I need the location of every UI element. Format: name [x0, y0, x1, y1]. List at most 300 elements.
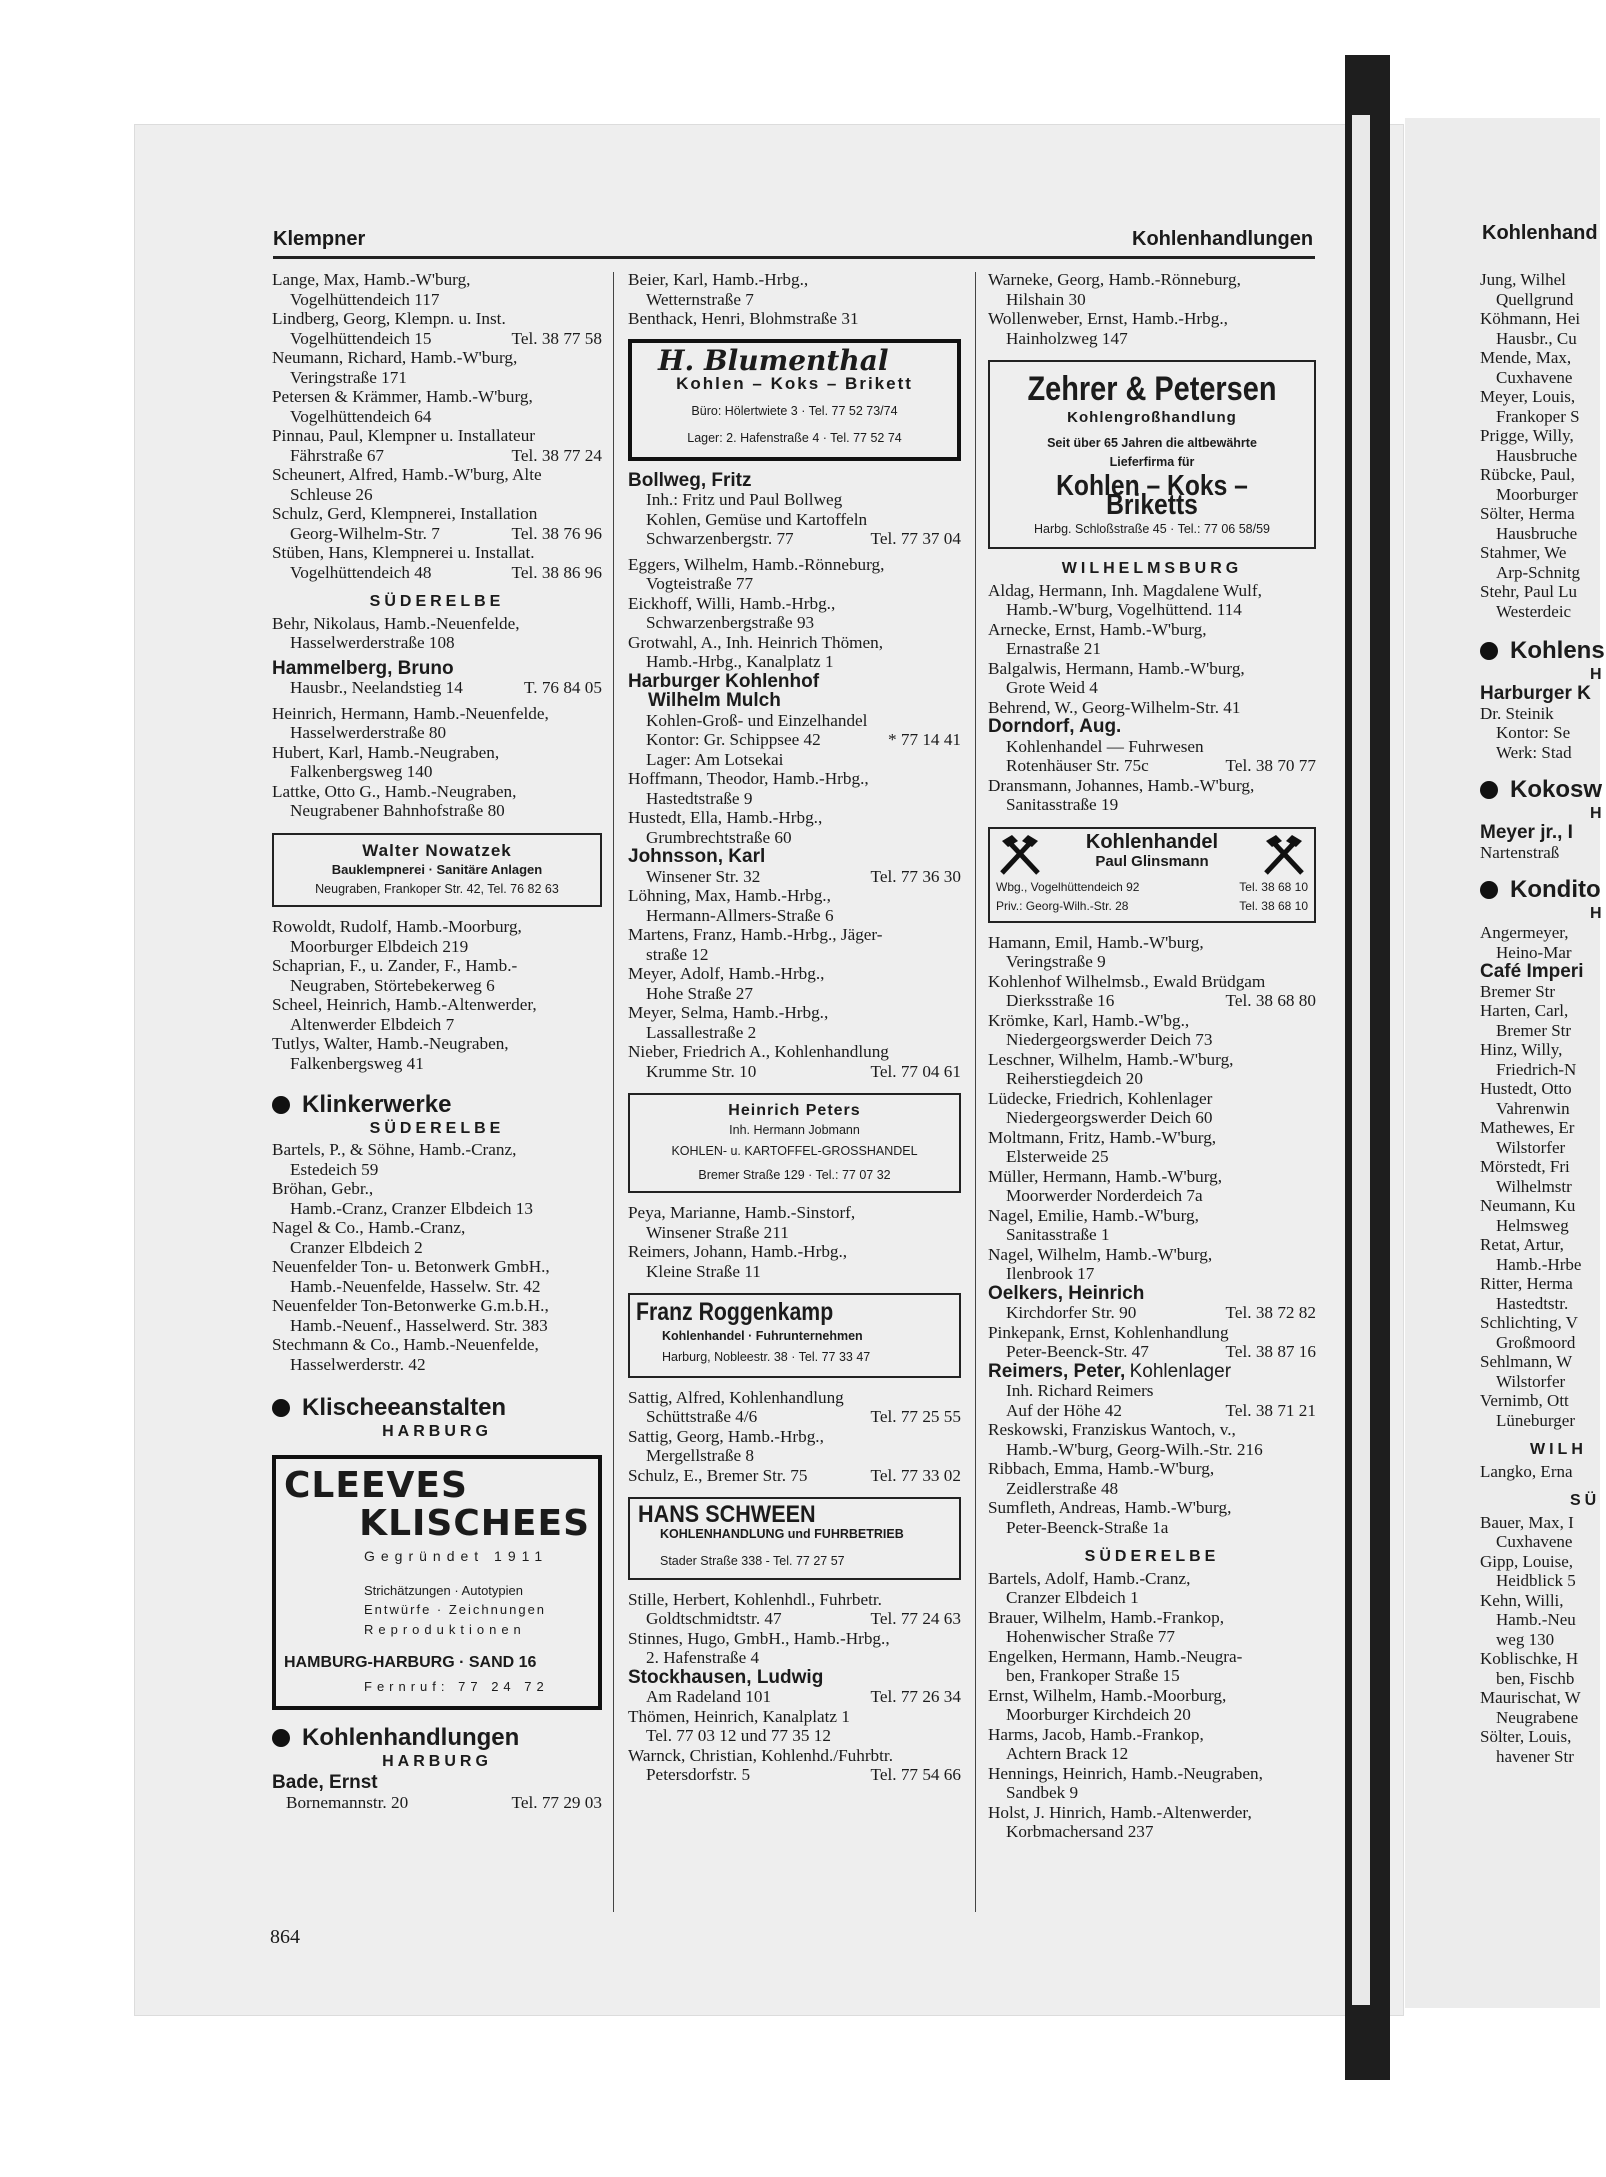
entry-bollweg-address: Schwarzenbergstr. 77 Tel. 77 37 04 [646, 529, 961, 548]
list-item: Meyer, Adolf, Hamb.-Hrbg., [628, 964, 825, 983]
list-item-address: Hamb.-Neuenfelde, Hasselw. Str. 42 [290, 1276, 541, 1296]
suederelbe-list-2 [272, 917, 602, 1073]
list-item: Reskowski, Franziskus Wantoch, v., [988, 1420, 1236, 1439]
next-section: H [1590, 804, 1606, 822]
next-section: SÜ [1570, 1492, 1601, 1509]
next-page-line: Maurischat, W [1480, 1688, 1581, 1707]
list-item: Nagel & Co., Hamb.-Cranz, [272, 1218, 466, 1237]
list-item-address: Achtern Brack 12 [1006, 1744, 1129, 1763]
list-item: Brauer, Wilhelm, Hamb.-Frankop, [988, 1607, 1225, 1627]
entry-oelkers-name: Oelkers, Heinrich [988, 1282, 1145, 1304]
address: Vogelhüttendeich 48 [290, 562, 432, 582]
entry-nieber-address: Krumme Str. 10 Tel. 77 04 61 [646, 1061, 961, 1081]
list-item: Lattke, Otto G., Hamb.-Neugraben, [272, 781, 517, 801]
ad-cleeves-l6: Reproduktionen [364, 1621, 526, 1637]
category-klischeeanstalten: Klischeeanstalten [272, 1398, 602, 1418]
ad-cleeves-l3: Gegründet 1911 [364, 1548, 549, 1564]
list-item: Reimers, Johann, Hamb.-Hrbg., [628, 1242, 848, 1261]
list-item-address: Falkenbergsweg 41 [290, 1053, 424, 1073]
list-item-address: Veringstraße 171 [290, 367, 407, 387]
next-page-line: Hamb.-Neu [1496, 1610, 1576, 1629]
ad-glinsmann-row2: Priv.: Georg-Wilh.-Str. 28 Tel. 38 68 10 [996, 899, 1308, 913]
next-page-list [1480, 982, 1606, 1431]
list-item-address: Niedergeorgswerder Deich 73 [1006, 1030, 1213, 1049]
entry-dorndorf-line: Kohlenhandel — Fuhrwesen [1006, 736, 1204, 756]
next-page-line: Lüneburger [1496, 1410, 1575, 1430]
entry-thoemen: Thömen, Heinrich, Kanalplatz 1 [628, 1706, 850, 1726]
ad-hans-schween [628, 1497, 961, 1580]
bullet-icon [1480, 642, 1498, 660]
next-page-line: Vernimb, Ott [1480, 1391, 1569, 1410]
next-page-list [1480, 843, 1606, 863]
list-item-address: Hasselwerderstr. 42 [290, 1354, 426, 1374]
entry-reimers-address: Auf der Höhe 42 Tel. 38 71 21 [1006, 1400, 1316, 1420]
list-item: Sumfleth, Andreas, Hamb.-W'burg, [988, 1498, 1232, 1517]
next-page-line: Westerdeic [1496, 601, 1572, 621]
next-page-list [1480, 1462, 1606, 1482]
list-item-address: ben, Frankoper Straße 15 [1006, 1666, 1180, 1685]
list-item: Lindberg, Georg, Klempn. u. Inst. [272, 309, 506, 328]
list-item-address: Hamb.-Cranz, Cranzer Elbdeich 13 [290, 1198, 533, 1218]
bullet-icon [272, 1399, 290, 1417]
next-page-line: Frankoper S [1496, 406, 1580, 426]
list-item-address: Peter-Beenck-Straße 1a [1006, 1517, 1169, 1537]
list-item: Balgalwis, Hermann, Hamb.-W'burg, [988, 658, 1245, 678]
list-item-address [272, 524, 602, 544]
address: Vogelhüttendeich 15 [290, 328, 432, 348]
phone: Tel. 38 77 24 [511, 445, 602, 465]
list-item: Eggers, Wilhelm, Hamb.-Rönneburg, [628, 554, 885, 574]
next-category-2: Kokosw [1480, 780, 1606, 800]
entry-kohlenhof-line: Lager: Am Lotsekai [646, 749, 784, 769]
list-item: Heinrich, Hermann, Hamb.-Neuenfelde, [272, 703, 549, 723]
ad-peters-line2: KOHLEN- u. KARTOFFEL-GROSSHANDEL [671, 1144, 918, 1158]
ad-glinsmann-row1: Wbg., Vogelhüttendeich 92 Tel. 38 68 10 [996, 879, 1308, 894]
klinker-list [272, 1140, 602, 1374]
list-item-address: Estedeich 59 [290, 1159, 379, 1179]
entry-pinkepank: Pinkepank, Ernst, Kohlenhandlung [988, 1322, 1229, 1342]
list-item-address: Sanitasstraße 19 [1006, 795, 1119, 814]
list-item: Hamann, Emil, Hamb.-W'burg, [988, 932, 1204, 952]
list-item: Petersen & Krämmer, Hamb.-W'burg, [272, 387, 533, 406]
next-category-3: Kondito [1480, 880, 1606, 900]
list-item: Bartels, P., & Söhne, Hamb.-Cranz, [272, 1140, 517, 1159]
list-item-address: Moorburger Elbdeich 219 [290, 936, 469, 956]
list-item: Holst, J. Hinrich, Hamb.-Altenwerder, [988, 1802, 1252, 1822]
next-page-line: weg 130 [1496, 1629, 1555, 1649]
ad-zehrer-line5: Harbg. Schloßstraße 45 · Tel.: 77 06 58/59 [1033, 521, 1270, 536]
next-page-line: Sölter, Louis, [1480, 1727, 1572, 1746]
entry-dorndorf-name: Dorndorf, Aug. [988, 716, 1122, 737]
next-page-line: Dr. Steinik [1480, 703, 1554, 723]
list-item: Kohlenhof Wilhelmsb., Ewald Brüdgam [988, 971, 1266, 991]
page-number: 864 [270, 1926, 300, 1948]
list-item-address: Hermann-Allmers-Straße 6 [646, 905, 834, 925]
entry-bollweg-name: Bollweg, Fritz [628, 469, 752, 491]
list-item: Hoffmann, Theodor, Hamb.-Hrbg., [628, 769, 869, 788]
next-page-line: Hausbruche [1496, 523, 1578, 543]
ad-schween-name: HANS SCHWEEN [638, 1501, 816, 1528]
next-page-line: Stehr, Paul Lu [1480, 582, 1578, 601]
gutter-paper [1352, 115, 1370, 2005]
entry-kohlenhof-kontor: Kontor: Gr. Schippsee 42 * 77 14 41 [646, 730, 961, 749]
list-item-address: Moorwerder Norderdeich 7a [1006, 1186, 1203, 1205]
ad-zehrer-line2: Seit über 65 Jahren die altbewährte [1047, 435, 1257, 450]
header-left: Klempner [273, 228, 366, 250]
list-item: Harms, Jacob, Hamb.-Frankop, [988, 1724, 1204, 1744]
list-item: Stille, Herbert, Kohlenhdl., Fuhrbetr. [628, 1589, 882, 1609]
list-item: Leschner, Wilhelm, Hamb.-W'burg, [988, 1049, 1234, 1069]
ad-roggenkamp-line1: Kohlenhandel · Fuhrunternehmen [662, 1328, 863, 1343]
list-block [988, 776, 1316, 815]
list-item: Schaprian, F., u. Zander, F., Hamb.- [272, 956, 518, 975]
list-item: Beier, Karl, Hamb.-Hrbg., [628, 270, 809, 289]
list-block [628, 1203, 961, 1281]
list-item: Peya, Marianne, Hamb.-Sinstorf, [628, 1203, 856, 1222]
ad-zehrer-line1: Kohlengroßhandlung [1067, 409, 1237, 426]
list-item: Lange, Max, Hamb.-W'burg, [272, 270, 471, 289]
next-page-line: Angermeyer, [1480, 923, 1569, 942]
list-item: Neuenfelder Ton-Betonwerke G.m.b.H., [272, 1296, 549, 1315]
next-page-line: Hustedt, Otto [1480, 1079, 1572, 1098]
ad-schween-line1: KOHLENHANDLUNG und FUHRBETRIEB [660, 1526, 904, 1541]
list-item: Benthack, Henri, Blohmstraße 31 [628, 309, 859, 328]
entry-bade-name: Bade, Ernst [272, 1772, 378, 1793]
list-block [988, 1420, 1316, 1537]
ad-paul-glinsmann [988, 827, 1316, 923]
list-item-address: Ernastraße 21 [1006, 639, 1101, 658]
list-item-address [628, 1609, 961, 1629]
list-item-address: Kleine Straße 11 [646, 1261, 761, 1281]
next-page-line: Helmsweg [1496, 1215, 1569, 1235]
address: Goldtschmidtstr. 47 [646, 1609, 782, 1628]
list-block [988, 933, 1316, 1284]
list-item-address: Cranzer Elbdeich 1 [1006, 1588, 1139, 1607]
bullet-icon [272, 1729, 290, 1747]
section-harburg-2: HARBURG [382, 1752, 492, 1770]
list-item: Neumann, Richard, Hamb.-W'burg, [272, 348, 518, 367]
list-item: Müller, Hermann, Hamb.-W'burg, [988, 1166, 1223, 1186]
list-item: Schulz, Gerd, Klempnerei, Installation [272, 504, 538, 523]
next-page-line: Schlichting, V [1480, 1313, 1578, 1332]
next-page-line: Kehn, Willi, [1480, 1590, 1564, 1610]
next-page-line: Cuxhavene [1496, 1532, 1573, 1551]
next-page-list [1480, 704, 1606, 763]
list-block [628, 1388, 961, 1466]
next-page-line: Köhmann, Hei [1480, 309, 1581, 328]
next-page-column [1480, 225, 1606, 1766]
list-item-address: Falkenbergsweg 140 [290, 762, 433, 781]
next-page-line: Wilstorfer [1496, 1137, 1566, 1157]
column-rule-1 [613, 272, 614, 1912]
list-block [628, 886, 961, 1042]
list-item: Löhning, Max, Hamb.-Hrbg., [628, 886, 831, 905]
next-page-line: Hamb.-Hrbe [1496, 1254, 1582, 1274]
next-page-line: Bremer Str [1480, 981, 1556, 1001]
section-suederelbe-2: SÜDERELBE [369, 1119, 505, 1137]
list-item: Neuenfelder Ton- u. Betonwerk GmbH., [272, 1257, 550, 1276]
hammer-pick-icon [1262, 833, 1306, 877]
list-item: Aldag, Hermann, Inh. Magdalene Wulf, [988, 580, 1262, 600]
next-category-1: Kohlens [1480, 641, 1606, 661]
entry-pinkepank-address: Peter-Beenck-Str. 47 Tel. 38 87 16 [1006, 1342, 1316, 1361]
ad-cleeves-klischees [272, 1455, 602, 1710]
entry-reimers-line: Inh. Richard Reimers [1006, 1381, 1154, 1400]
ad-roggenkamp-name: Franz Roggenkamp [636, 1298, 834, 1326]
list-item: Hubert, Karl, Hamb.-Neugraben, [272, 742, 500, 762]
list-item-address: Neugrabener Bahnhofstraße 80 [290, 801, 505, 820]
entry-kohlenhof-name: Harburger Kohlenhof [628, 670, 820, 692]
entry-hammelberg-name: Hammelberg, Bruno [272, 657, 454, 679]
list-item: Ernst, Wilhelm, Hamb.-Moorburg, [988, 1685, 1227, 1705]
entry-kohlenhof-line: Kohlen-Groß- und Einzelhandel [646, 710, 868, 730]
list-item-address: Zeidlerstraße 48 [1006, 1478, 1119, 1498]
ad-schween-line2: Stader Straße 338 - Tel. 77 27 57 [660, 1554, 845, 1568]
ad-blumenthal-line2: Büro: Hölertwiete 3 · Tel. 77 52 73/74 [691, 403, 898, 418]
list-item: Nagel, Wilhelm, Hamb.-W'burg, [988, 1244, 1213, 1264]
list-item-address: Hamb.-W'burg, Georg-Wilh.-Str. 216 [1006, 1439, 1263, 1459]
entry-schulz: Schulz, E., Bremer Str. 75 Tel. 77 33 02 [628, 1465, 961, 1485]
next-page-line: Stahmer, We [1480, 543, 1567, 562]
next-page-line: Bremer Str [1496, 1020, 1572, 1040]
address: Fährstraße 67 [290, 445, 385, 465]
list-item: Moltmann, Fritz, Hamb.-W'burg, [988, 1127, 1217, 1147]
address: Dierksstraße 16 [1006, 991, 1115, 1010]
next-page-line: Sehlmann, W [1480, 1352, 1573, 1371]
header-rule [273, 256, 1315, 259]
list-item-address: Winsener Straße 211 [646, 1222, 789, 1242]
next-page-line: Jung, Wilhel [1480, 270, 1566, 289]
list-item-address: Hastedtstraße 9 [646, 788, 753, 808]
next-entry: Café Imperi [1480, 961, 1584, 982]
entry-nieber: Nieber, Friedrich A., Kohlenhandlung [628, 1042, 889, 1061]
phone: Tel. 77 24 63 [870, 1609, 961, 1628]
next-page-line: Neugrabene [1496, 1707, 1579, 1727]
list-item-address: Elsterweide 25 [1006, 1147, 1109, 1166]
list-item: Meyer, Selma, Hamb.-Hrbg., [628, 1003, 829, 1022]
list-item: Grotwahl, A., Inh. Heinrich Thömen, [628, 632, 884, 652]
list-item: Hustedt, Ella, Hamb.-Hrbg., [628, 808, 823, 827]
list-item: Krömke, Karl, Hamb.-W'bg., [988, 1010, 1190, 1030]
column-rule-2 [975, 272, 976, 1912]
column-2 [628, 270, 961, 1785]
next-page-line: Ritter, Herma [1480, 1274, 1573, 1293]
next-page-line: Arp-Schnitg [1496, 562, 1581, 582]
next-page-line: Prigge, Willy, [1480, 426, 1574, 445]
ad-zehrer-line3: Lieferfirma für [1109, 455, 1195, 469]
next-page-list [1480, 923, 1606, 962]
list-item-address: Hamb.-Hrbg., Kanalplatz 1 [646, 652, 834, 671]
bullet-icon [1480, 881, 1498, 899]
next-page-line: Koblischke, H [1480, 1649, 1579, 1668]
list-item: Behrend, W., Georg-Wilhelm-Str. 41 [988, 697, 1241, 717]
next-page-line: Friedrich-N [1496, 1059, 1577, 1079]
entry-bade-address: Bornemannstr. 20 Tel. 77 29 03 [286, 1792, 602, 1812]
list-block [988, 581, 1316, 718]
next-page-line: Harten, Carl, [1480, 1001, 1569, 1020]
next-page-line: Wilhelmstr [1496, 1176, 1572, 1196]
address: Georg-Wilhelm-Str. 7 [290, 523, 440, 543]
list-item: Warneke, Georg, Hamb.-Rönneburg, [988, 270, 1241, 289]
ad-roggenkamp-line2: Harburg, Nobleestr. 38 · Tel. 77 33 47 [662, 1350, 871, 1364]
next-page-line: Langko, Erna [1480, 1461, 1573, 1481]
list-item-address: Hamb.-Neuenf., Hasselwerd. Str. 383 [290, 1315, 548, 1335]
list-item-address: Reiherstiegdeich 20 [1006, 1069, 1143, 1088]
next-entry: Harburger K [1480, 683, 1591, 704]
column-3 [988, 270, 1316, 1842]
next-page-line: Sölter, Herma [1480, 504, 1575, 523]
phone: Tel. 38 86 96 [511, 562, 602, 582]
list-item-address: Grumbrechtstraße 60 [646, 827, 792, 847]
next-page-line: Großmoord [1496, 1332, 1576, 1352]
ad-franz-roggenkamp [628, 1293, 961, 1378]
ad-zehrer-petersen [988, 360, 1316, 549]
next-page-line: Cuxhavene [1496, 367, 1573, 387]
list-item-address: Hainholzweg 147 [1006, 328, 1128, 348]
suederelbe-list [272, 704, 602, 821]
phone: Tel. 38 68 80 [1225, 991, 1316, 1010]
list-item-address: Vogteistraße 77 [646, 574, 754, 593]
list-block [628, 270, 961, 329]
next-page-line: Werk: Stad [1496, 742, 1572, 762]
ad-blumenthal-line1: Kohlen – Koks – Brikett [676, 374, 913, 393]
list-item-address: Schwarzenbergstraße 93 [646, 613, 815, 632]
next-page-line: Nartenstraß [1480, 842, 1560, 862]
list-item: Stüben, Hans, Klempnerei u. Installat. [272, 543, 535, 562]
list-item: Eickhoff, Willi, Hamb.-Hrbg., [628, 593, 836, 613]
list-item-address: Schleuse 26 [290, 484, 373, 504]
list-item: Arnecke, Ernst, Hamb.-W'burg, [988, 619, 1207, 639]
list-item-address: Sanitasstraße 1 [1006, 1225, 1110, 1244]
ad-peters-line1: Inh. Hermann Jobmann [729, 1122, 860, 1137]
phone: Tel. 38 77 58 [511, 328, 602, 348]
list-item-address: Niedergeorgswerder Deich 60 [1006, 1108, 1213, 1127]
address: Schüttstraße 4/6 [646, 1407, 758, 1426]
ad-peters-name: Heinrich Peters [728, 1102, 861, 1119]
list-item-address [988, 991, 1316, 1011]
column-1 [272, 270, 602, 1812]
ad-blumenthal-name: H. Blumenthal [658, 343, 889, 377]
list-item: Wollenweber, Ernst, Hamb.-Hrbg., [988, 309, 1228, 328]
ad-nowatzek-name: Walter Nowatzek [362, 840, 512, 860]
list-item: Engelken, Hermann, Hamb.-Neugra- [988, 1646, 1243, 1666]
list-block [988, 1569, 1316, 1842]
entry-dorndorf-address: Rotenhäuser Str. 75c Tel. 38 70 77 [1006, 756, 1316, 775]
list-item: Rowoldt, Rudolf, Hamb.-Moorburg, [272, 917, 522, 936]
ad-cleeves-l2: KLISCHEES [359, 1503, 590, 1544]
list-item: Lüdecke, Friedrich, Kohlenlager [988, 1088, 1213, 1108]
next-page-line: Rübcke, Paul, [1480, 465, 1575, 484]
list-item-address [272, 329, 602, 349]
category-klinkerwerke: Klinkerwerke [272, 1095, 602, 1115]
entry-thoemen-tel: Tel. 77 03 12 und 77 35 12 [646, 1726, 831, 1745]
next-page-line: Mörstedt, Fri [1480, 1157, 1570, 1176]
next-entry: Meyer jr., I [1480, 822, 1573, 843]
list-item-address: Lassallestraße 2 [646, 1022, 757, 1042]
next-page-line: Hastedtstr. [1496, 1293, 1569, 1313]
list-item-address: Altenwerder Elbdeich 7 [290, 1014, 455, 1034]
list-item-address: Cranzer Elbdeich 2 [290, 1237, 423, 1257]
list-item: Stechmann & Co., Hamb.-Neuenfelde, [272, 1335, 539, 1354]
next-page-line: Neumann, Ku [1480, 1196, 1576, 1215]
list-item-address: Korbmachersand 237 [1006, 1822, 1154, 1841]
list-item-address: Moorburger Kirchdeich 20 [1006, 1705, 1191, 1724]
entry-bollweg-line: Kohlen, Gemüse und Kartoffeln [646, 509, 868, 529]
list-item-address: Wetternstraße 7 [646, 289, 754, 309]
list-item-address: Veringstraße 9 [1006, 952, 1106, 971]
section-harburg: HARBURG [382, 1422, 492, 1440]
list-item-address: Hasselwerderstraße 108 [290, 633, 455, 652]
list-item-address: 2. Hafenstraße 4 [646, 1648, 760, 1667]
list-item: Bröhan, Gebr., [272, 1179, 374, 1198]
category-kohlenhandlungen: Kohlenhandlungen [272, 1728, 602, 1748]
next-page-line: Retat, Artur, [1480, 1235, 1564, 1254]
list-block [628, 555, 961, 672]
list-item: Dransmann, Johannes, Hamb.-W'burg, [988, 775, 1255, 795]
next-page-line: Vahrenwin [1496, 1098, 1570, 1118]
list-item: Scheel, Heinrich, Hamb.-Altenwerder, [272, 995, 537, 1014]
list-item-address: Ilenbrook 17 [1006, 1264, 1095, 1283]
section-suederelbe: SÜDERELBE [369, 593, 505, 610]
next-page-list [1480, 270, 1606, 621]
entry-stockhausen-name: Stockhausen, Ludwig [628, 1666, 824, 1688]
hammer-pick-icon [998, 833, 1042, 877]
list-item: Sattig, Georg, Hamb.-Hrbg., [628, 1426, 824, 1446]
list-item: Tutlys, Walter, Hamb.-Neugraben, [272, 1034, 509, 1053]
next-page-line: Hausbruche [1496, 445, 1578, 465]
list-block [628, 1590, 961, 1668]
next-page-line: Bauer, Max, I [1480, 1512, 1574, 1532]
ad-cleeves-l5: Entwürfe · Zeichnungen [364, 1602, 547, 1617]
list-block [988, 270, 1316, 348]
ad-cleeves-l7: HAMBURG-HARBURG · SAND 16 [284, 1654, 537, 1671]
next-page-line: Mende, Max, [1480, 348, 1572, 367]
list-item-address [628, 1407, 961, 1427]
list-item-address: straße 12 [646, 944, 709, 964]
entry-johnsson-name: Johnsson, Karl [628, 846, 766, 867]
next-page-line: Hausbr., Cu [1496, 328, 1577, 348]
entry-hammelberg-address: Hausbr., Neelandstieg 14 T. 76 84 05 [290, 678, 602, 697]
list-item: Pinnau, Paul, Klempner u. Installateur [272, 426, 536, 445]
next-page-line: Moorburger [1496, 484, 1578, 504]
next-page-line: Mathewes, Er [1480, 1118, 1575, 1137]
next-page-line: havener Str [1496, 1746, 1574, 1766]
ad-cleeves-l4: Strichätzungen · Autotypien [364, 1582, 523, 1598]
list-block [628, 769, 961, 847]
next-page-line: Hinz, Willy, [1480, 1040, 1563, 1059]
list-item: Stinnes, Hugo, GmbH., Hamb.-Hrbg., [628, 1628, 890, 1648]
next-page-line: Quellgrund [1496, 289, 1574, 309]
ad-glinsmann-name2: Paul Glinsmann [1095, 853, 1209, 870]
next-section: WILH [1530, 1441, 1587, 1458]
entry-warnck-address: Petersdorfstr. 5 Tel. 77 54 66 [646, 1765, 961, 1784]
phone: Tel. 77 25 55 [870, 1407, 961, 1426]
section-suederelbe-3: SÜDERELBE [1084, 1548, 1220, 1565]
list-item-address: Mergellstraße 8 [646, 1446, 755, 1465]
list-item: Ribbach, Emma, Hamb.-W'burg, [988, 1459, 1215, 1478]
list-item-address: Hohe Straße 27 [646, 983, 753, 1003]
bullet-icon [1480, 781, 1498, 799]
entry-oelkers-address: Kirchdorfer Str. 90 Tel. 38 72 82 [1006, 1303, 1316, 1322]
list-item-address: Sandbek 9 [1006, 1783, 1079, 1802]
list-item-address: Hamb.-W'burg, Vogelhüttend. 114 [1006, 600, 1242, 619]
next-page-list [1480, 1513, 1606, 1767]
list-item: Hennings, Heinrich, Hamb.-Neugraben, [988, 1763, 1263, 1783]
ad-cleeves-l1: CLEEVES [284, 1465, 468, 1506]
list-item: Bartels, Adolf, Hamb.-Cranz, [988, 1568, 1191, 1588]
list-item-address: Hasselwerderstraße 80 [290, 723, 447, 742]
next-page-line: Gipp, Louise, [1480, 1551, 1574, 1571]
